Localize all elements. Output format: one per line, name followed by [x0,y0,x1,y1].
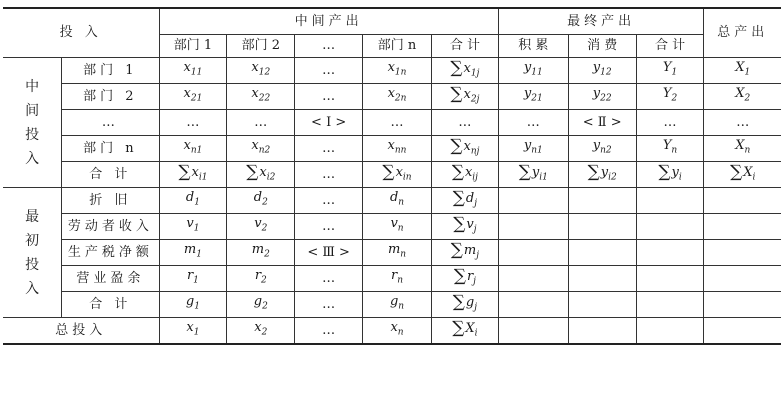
row-label: 劳动者收入 [62,214,159,240]
table-row [3,266,781,292]
table-cell: $\sum y_{i1}$ [498,162,568,188]
table-cell: $X_2$ [704,84,781,110]
table-cell: $x_{22}$ [227,84,295,110]
table-cell [704,292,781,318]
row-label: 部门 1 [62,58,159,84]
table-cell: $d_n$ [363,188,432,214]
table-cell: … [295,84,363,110]
table-cell: … [498,110,568,136]
table-cell: $\sum m_j$ [431,240,498,266]
table-cell: $Y_1$ [636,58,704,84]
table-cell: $g_2$ [227,292,295,318]
table-cell: $y_{12}$ [568,58,636,84]
subheader-cell: 部门 2 [227,35,295,58]
table-cell: < Ⅰ > [295,110,363,136]
table-cell: $y_{11}$ [498,58,568,84]
table-cell: $Y_2$ [636,84,704,110]
table-cell: … [295,292,363,318]
row-label: 部门 2 [62,84,159,110]
table-cell: $\sum X_i$ [431,318,498,345]
table-cell: $v_2$ [227,214,295,240]
table-cell: $g_n$ [363,292,432,318]
table-cell: $g_1$ [159,292,227,318]
table-cell: < Ⅱ > [568,110,636,136]
table-cell: $d_2$ [227,188,295,214]
table-cell: $x_{n1}$ [159,136,227,162]
table-cell: $r_2$ [227,266,295,292]
subheader-cell: 部门 n [363,35,432,58]
header-final-output: 最终产出 [498,8,704,35]
table-cell [498,188,568,214]
table-cell: … [295,136,363,162]
table-cell: $y_{21}$ [498,84,568,110]
table-row [3,240,781,266]
group-char: 间 [25,102,40,119]
table-cell: … [295,188,363,214]
table-cell: $\sum x_{ij}$ [431,162,498,188]
group-intermediate-input [3,58,62,188]
table-cell: … [295,214,363,240]
table-row [3,136,781,162]
table-cell: $\sum r_j$ [431,266,498,292]
table-cell: $x_{12}$ [227,58,295,84]
table-cell: $\sum x_{2j}$ [431,84,498,110]
table-cell: $\sum g_j$ [431,292,498,318]
table-cell: $m_n$ [363,240,432,266]
table-cell: $r_n$ [363,266,432,292]
table-cell [568,266,636,292]
row-label-total-input: 总投入 [3,318,159,345]
table-row [3,162,781,188]
subheader-cell: 部门 1 [159,35,227,58]
group-char: 投 [25,126,40,143]
table-cell [704,214,781,240]
table-cell [636,240,704,266]
table-row [3,58,781,84]
table-cell [636,318,704,345]
table-cell: … [227,110,295,136]
table-cell: … [159,110,227,136]
table-cell [704,318,781,345]
table-cell: $\sum x_{i2}$ [227,162,295,188]
table-cell [568,292,636,318]
table-cell [636,214,704,240]
table-cell [568,318,636,345]
table-cell: … [363,110,432,136]
table-cell: $m_1$ [159,240,227,266]
subheader-cell: 积 累 [498,35,568,58]
header-row-1 [3,8,781,35]
table-cell: < Ⅲ > [295,240,363,266]
table-cell: $m_2$ [227,240,295,266]
subheader-cell: 合 计 [636,35,704,58]
input-output-table [3,7,781,345]
table-cell: $X_n$ [704,136,781,162]
group-char: 入 [25,150,40,167]
table-cell: $x_{nn}$ [363,136,432,162]
row-label: … [62,110,159,136]
table-cell [498,318,568,345]
table-cell [704,188,781,214]
table-cell: $\sum x_{i1}$ [159,162,227,188]
table-cell: $v_1$ [159,214,227,240]
group-primary-input [3,188,62,318]
table-cell: $x_{21}$ [159,84,227,110]
table-cell [498,292,568,318]
table-cell: $x_n$ [363,318,432,345]
table-row [3,292,781,318]
table-cell [568,214,636,240]
table-cell: … [295,162,363,188]
table-cell: … [295,58,363,84]
table-body [3,58,781,345]
table-cell [704,240,781,266]
table-cell [704,266,781,292]
table-cell: $x_{11}$ [159,58,227,84]
input-output-table-container [3,7,781,345]
row-label: 营业盈余 [62,266,159,292]
table-cell: … [636,110,704,136]
table-cell: … [704,110,781,136]
table-cell: $x_{2n}$ [363,84,432,110]
subheader-cell: 消 费 [568,35,636,58]
table-cell [636,292,704,318]
table-cell [636,266,704,292]
table-cell: $Y_n$ [636,136,704,162]
table-cell: $\sum x_{nj}$ [431,136,498,162]
group-char: 中 [25,78,40,95]
table-cell: $x_2$ [227,318,295,345]
table-cell: $y_{n2}$ [568,136,636,162]
table-cell: $X_1$ [704,58,781,84]
row-label: 折 旧 [62,188,159,214]
table-cell: $r_1$ [159,266,227,292]
table-cell: $y_{n1}$ [498,136,568,162]
table-cell: $x_{n2}$ [227,136,295,162]
table-cell: $v_n$ [363,214,432,240]
table-cell [498,266,568,292]
header-intermediate-output: 中间产出 [159,8,498,35]
row-label: 合 计 [62,162,159,188]
header-total-output: 总产出 [704,8,781,58]
table-cell [498,240,568,266]
table-cell: … [295,266,363,292]
group-char: 投 [25,256,40,273]
table-cell [498,214,568,240]
table-cell: $\sum x_{1j}$ [431,58,498,84]
table-cell: $\sum y_i$ [636,162,704,188]
subheader-cell: … [295,35,363,58]
table-cell [568,240,636,266]
group-char: 最 [25,208,40,225]
table-cell [568,188,636,214]
table-row [3,188,781,214]
table-row [3,110,781,136]
table-cell: $d_1$ [159,188,227,214]
row-label: 生产税净额 [62,240,159,266]
table-row [3,84,781,110]
group-char: 入 [25,280,40,297]
group-char: 初 [25,232,40,249]
table-cell: … [295,318,363,345]
table-cell: $\sum y_{i2}$ [568,162,636,188]
row-label: 合 计 [62,292,159,318]
row-label: 部门 n [62,136,159,162]
subheader-cell: 合 计 [431,35,498,58]
header-input: 投 入 [3,8,159,58]
table-row-total-input [3,318,781,345]
table-cell: $\sum v_j$ [431,214,498,240]
table-cell: $\sum X_i$ [704,162,781,188]
table-cell [636,188,704,214]
table-cell: $x_1$ [159,318,227,345]
table-cell: $\sum d_j$ [431,188,498,214]
table-cell: $y_{22}$ [568,84,636,110]
table-cell: $x_{1n}$ [363,58,432,84]
table-row [3,214,781,240]
table-cell: $\sum x_{in}$ [363,162,432,188]
table-cell: … [431,110,498,136]
